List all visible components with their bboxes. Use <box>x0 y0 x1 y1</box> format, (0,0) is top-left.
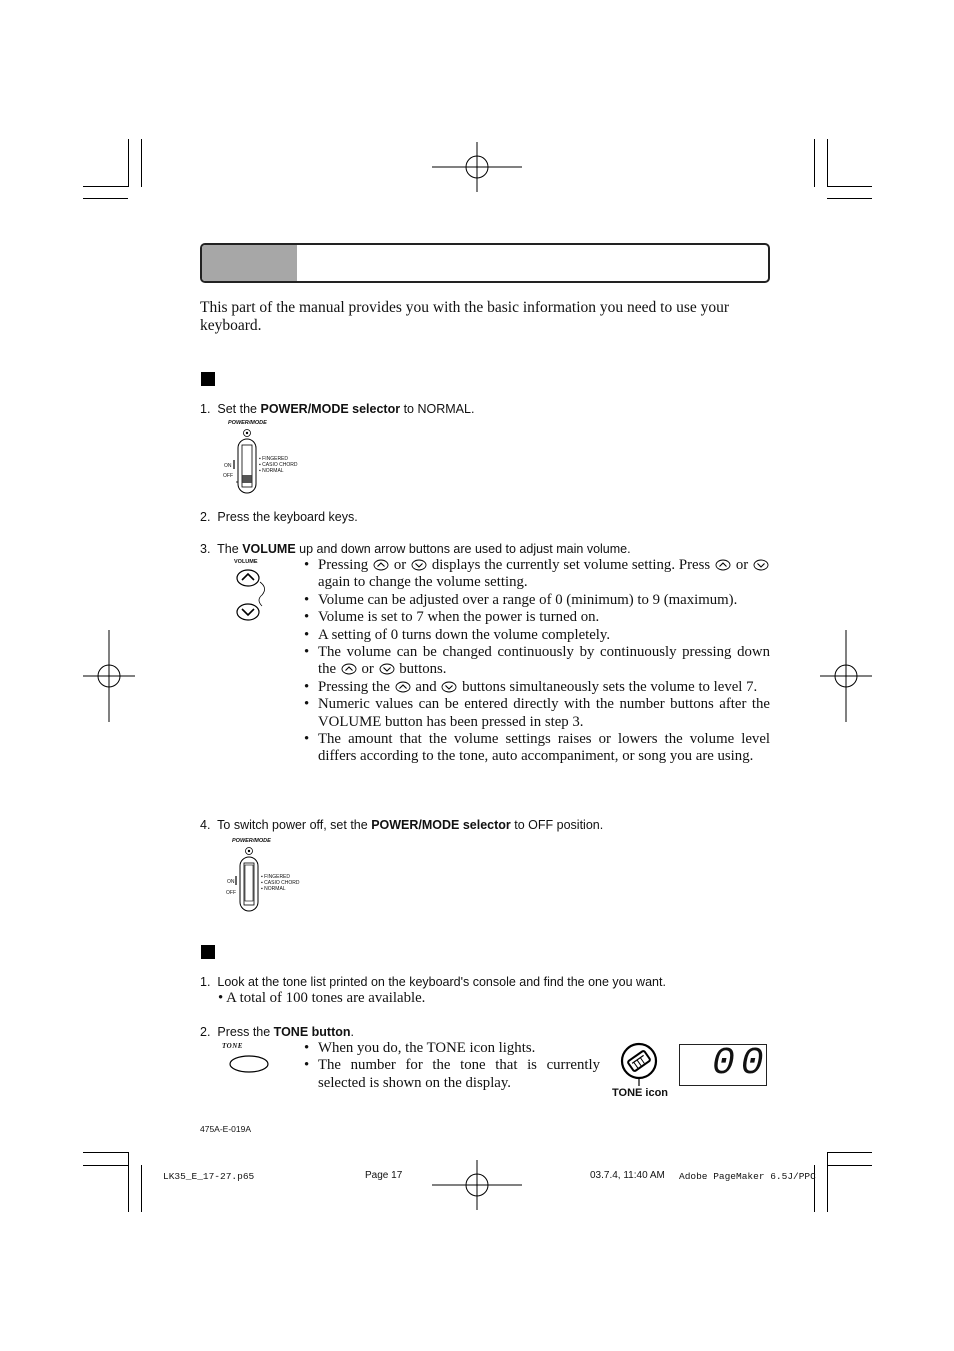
document-code: 475A-E-019A <box>200 1124 252 1134</box>
tone-icon-caption: TONE icon <box>612 1087 669 1099</box>
registration-mark-bottom <box>430 1160 524 1210</box>
volume-up-icon <box>715 559 731 571</box>
volume-bullet-8: • The amount that the volume settings raises or lowers the volume level differs according to the tone, auto accompaniment, or song you are using. <box>304 731 770 766</box>
step-1-set-normal: 1. Set the POWER/MODE selector to NORMAL. <box>200 402 475 416</box>
selector-title: POWER/MODE <box>228 420 267 426</box>
tone-bullets <box>304 1040 600 1092</box>
selector-off-label: OFF <box>223 473 233 479</box>
volume-down-icon <box>411 559 427 571</box>
tone-button-label: TONE <box>222 1042 243 1050</box>
volume-up-icon <box>373 559 389 571</box>
chapter-title-bar <box>200 243 770 283</box>
volume-buttons-illustration <box>230 559 275 623</box>
tone-indicator-icon <box>619 1040 663 1086</box>
volume-bullets <box>304 557 770 766</box>
step-2-press-keys: 2. Press the keyboard keys. <box>200 510 358 524</box>
selector-off-label: OFF <box>226 890 236 896</box>
footer-filename: LK35_E_17-27.p65 <box>163 1171 255 1182</box>
selector-on-label: ON <box>227 879 235 885</box>
volume-bullet-1: • Pressing or displays the currently set volume setting. Press or again to change the volume setting. <box>304 557 770 592</box>
tone-button-illustration <box>222 1042 272 1074</box>
volume-bullet-6: • Pressing the and buttons simultaneously sets the volume to level 7. <box>304 679 770 696</box>
mode-casio-chord: ▪ CASIO CHORD <box>261 880 300 886</box>
volume-label: VOLUME <box>234 559 258 565</box>
volume-bullet-5: • The volume can be changed continuously by continuously pressing down the or buttons. <box>304 644 770 679</box>
mode-fingered: ▪ FINGERED <box>259 456 289 462</box>
volume-bullet-7: • Numeric values can be entered directly with the number buttons after the VOLUME button has been pressed in step 3. <box>304 696 770 731</box>
mode-fingered: ▪ FINGERED <box>261 874 291 880</box>
footer-date: 03.7.4, 11:40 AM <box>590 1170 665 1181</box>
tone-number-display <box>679 1042 770 1086</box>
section-marker-1 <box>201 372 215 386</box>
mode-casio-chord: ▪ CASIO CHORD <box>259 462 298 468</box>
step-4-power-off: 4. To switch power off, set the POWER/MODE selector to OFF position. <box>200 818 604 832</box>
volume-down-icon <box>379 663 395 675</box>
step-2-press-tone: 2. Press the TONE button. <box>200 1025 354 1039</box>
chapter-title-tab <box>202 245 297 281</box>
registration-mark-left <box>83 630 135 722</box>
intro-paragraph: This part of the manual provides you with the basic information you need to use your keyboard. <box>200 299 730 334</box>
footer-app: Adobe PageMaker 6.5J/PPC <box>679 1171 816 1182</box>
tone-bullet-1: • When you do, the TONE icon lights. <box>304 1040 600 1057</box>
power-mode-selector-off <box>222 838 302 914</box>
display-digits: 00 <box>712 1042 770 1085</box>
tone-button-icon <box>229 1054 271 1074</box>
volume-bullet-4: • A setting of 0 turns down the volume completely. <box>304 627 770 644</box>
footer-page-number: Page 17 <box>365 1170 403 1181</box>
volume-down-icon <box>441 681 457 693</box>
registration-mark-right <box>820 630 872 722</box>
volume-arrow-buttons <box>230 566 275 624</box>
volume-bullet-3: • Volume is set to 7 when the power is turned on. <box>304 609 770 626</box>
section-marker-2 <box>201 945 215 959</box>
volume-down-icon <box>753 559 769 571</box>
selector-on-label: ON <box>224 463 232 469</box>
selector-title: POWER/MODE <box>232 838 271 844</box>
tone-bullet-2: • The number for the tone that is currently selected is shown on the display. <box>304 1057 600 1092</box>
volume-up-icon <box>395 681 411 693</box>
mode-normal: ▪ NORMAL <box>261 886 286 892</box>
power-mode-selector-normal <box>220 420 300 496</box>
step-1-tone-list: 1. Look at the tone list printed on the keyboard's console and find the one you want. <box>200 975 666 989</box>
tone-count-bullet: • A total of 100 tones are available. <box>218 990 426 1006</box>
step-3-volume: 3. The VOLUME up and down arrow buttons are used to adjust main volume. <box>200 542 631 556</box>
volume-up-icon <box>341 663 357 675</box>
mode-normal: ▪ NORMAL <box>259 468 284 474</box>
registration-mark-top <box>430 142 524 192</box>
volume-bullet-2: • Volume can be adjusted over a range of 0 (minimum) to 9 (maximum). <box>304 592 770 609</box>
